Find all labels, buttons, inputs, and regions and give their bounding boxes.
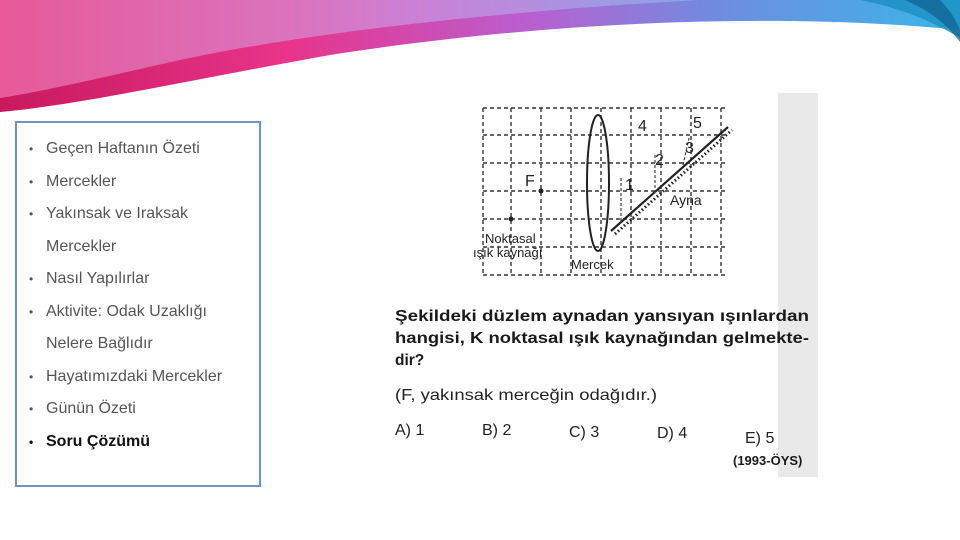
agenda-item-nasil: • Nasıl Yapılırlar — [17, 263, 259, 296]
source-point — [509, 217, 514, 222]
focus-label: F — [525, 173, 535, 190]
source-label-line2: ışık kaynağı — [473, 245, 543, 260]
ray-number-1: 1 — [625, 177, 634, 194]
agenda-list — [17, 123, 259, 458]
question-source: (1993-ÖYS) — [733, 453, 803, 468]
ray-number-3: 3 — [685, 140, 694, 157]
question-text-line3: dir? — [395, 352, 425, 369]
agenda-item-soru-cozumu: • Soru Çözümü — [17, 426, 259, 459]
agenda-item-mercekler: • Mercekler — [17, 166, 259, 199]
scan-shadow — [778, 93, 818, 477]
agenda-item-gunun-ozeti: • Günün Özeti — [17, 393, 259, 426]
question-text-line1: Şekildeki düzlem aynadan yansıyan ışınlardan — [395, 308, 809, 325]
agenda-item-aktivite: • Aktivite: Odak Uzaklığı — [17, 296, 259, 329]
question-text-line2: hangisi, K noktasal ışık kaynağından gelmekte- — [395, 330, 809, 347]
lens-label: Mercek — [571, 257, 614, 272]
question-hint: (F, yakınsak merceğin odağıdır.) — [395, 387, 657, 404]
option-d: D) 4 — [657, 425, 688, 442]
ray-number-5: 5 — [693, 115, 702, 132]
bullet-icon: • — [29, 369, 34, 384]
bullet-icon: • — [29, 272, 34, 286]
bullet-icon: • — [29, 402, 34, 416]
bullet-icon: • — [29, 142, 34, 156]
option-c: C) 3 — [569, 424, 600, 441]
bullet-icon: • — [29, 304, 34, 319]
option-e: E) 5 — [745, 430, 775, 447]
option-b: B) 2 — [482, 422, 512, 439]
agenda-panel — [15, 121, 261, 487]
bullet-icon: • — [29, 174, 34, 189]
agenda-item-yakinsak: • Yakınsak ve Iraksak — [17, 198, 259, 231]
agenda-item-gecen-hafta: • Geçen Haftanın Özeti — [17, 133, 259, 166]
mirror-label: Ayna — [670, 192, 702, 208]
bullet-icon: • — [29, 207, 34, 221]
agenda-item-hayatimiz: • Hayatımızdaki Mercekler — [17, 361, 259, 394]
option-a: A) 1 — [395, 422, 425, 439]
ray-number-4: 4 — [638, 118, 647, 135]
question-image — [393, 93, 818, 477]
bullet-icon: • — [29, 434, 34, 449]
source-label-line1: Noktasal — [485, 231, 536, 246]
agenda-item-aktivite-cont: Nelere Bağlıdır — [46, 335, 153, 352]
focus-point — [539, 189, 544, 194]
ray-number-2: 2 — [655, 152, 664, 169]
agenda-item-yakinsak-cont: Mercekler — [46, 237, 117, 255]
